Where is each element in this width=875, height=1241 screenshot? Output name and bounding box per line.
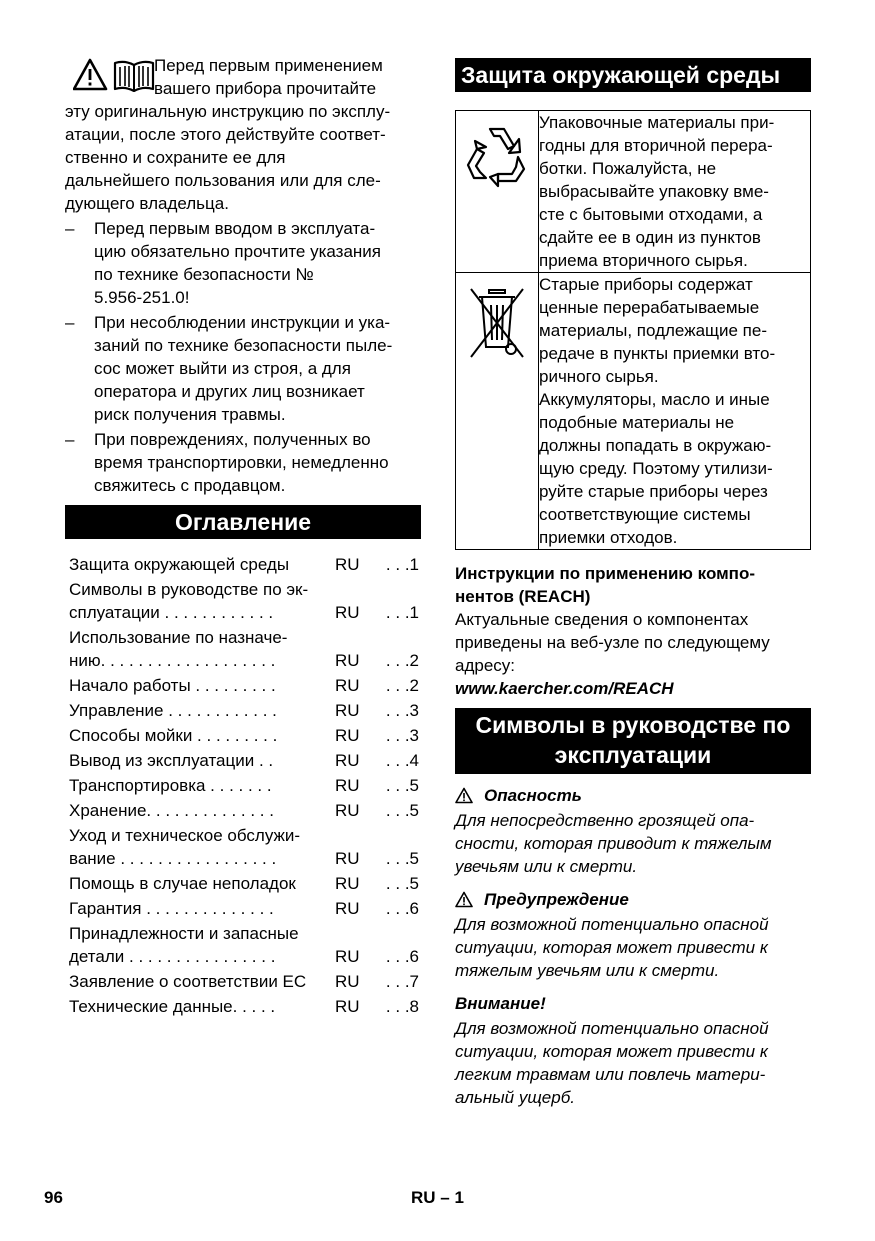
bullet-text: При повреждениях, полученных во время транспортировки, немедленно свяжитесь с продавцом. (94, 430, 389, 495)
warning-read-manual-icon (73, 58, 155, 92)
env-row-text: Упаковочные материалы при- годны для вторичной перера- ботки. Пожалуйста, не выбрасывайте упаковку вме- сте с бытовыми отходами, а сдайте ее в один из пунктов приема вторичного сырья. (539, 111, 811, 273)
right-column (455, 58, 811, 1109)
toc-heading: Оглавление (65, 505, 421, 539)
icon-cell (456, 273, 539, 550)
toc-entry[interactable]: Гарантия . . . . . . . . . . . . . . RU . . .6 (69, 899, 419, 918)
symbols-heading: Символы в руководстве по эксплуатации (455, 708, 811, 774)
toc-entry[interactable]: Символы в руководстве по эк- сплуатации . . . . . . . . . . . . RU . . .1 (69, 580, 419, 622)
warning-heading: Предупреждение (455, 888, 811, 911)
intro-paragraph: эту оригинальную инструкцию по эксплу- атации, после этого действуйте соответ- ственно и сохраните ее для дальнейшего пользования или для сле- дующего владельца. (65, 102, 391, 213)
toc-entry[interactable]: Уход и техническое обслужи- вание . . . . . . . . . . . . . . . . . RU . . .5 (69, 826, 419, 868)
toc-entry[interactable]: Вывод из эксплуатации . . RU . . .4 (69, 751, 419, 770)
left-column (65, 54, 421, 1020)
caution-heading: Внимание! (455, 994, 546, 1013)
toc-entry[interactable]: Транспортировка . . . . . . . RU . . .5 (69, 776, 419, 795)
crossed-bin-icon (467, 285, 527, 363)
toc-entry[interactable]: Использование по назначе- нию. . . . . . . . . . . . . . . . . . . RU . . .2 (69, 628, 419, 670)
toc-entry[interactable]: Управление . . . . . . . . . . . . RU . . .3 (69, 701, 419, 720)
bullet-text: При несоблюдении инструкции и ука- заний по технике безопасности пыле- сос может выйти из строя, а для оператора и других лиц возникает риск получения травмы. (94, 313, 393, 424)
warning-text: Для возможной потенциально опасной ситуации, которая может привести к тяжелым увечьям или к смерти. (455, 915, 769, 980)
toc-entry[interactable]: Способы мойки . . . . . . . . . RU . . .3 (69, 726, 419, 745)
danger-text: Для непосредственно грозящей опа- сности, которая приводит к тяжелым увечьям или к смерти. (455, 811, 772, 876)
toc-entry[interactable]: Заявление о соответствии ЕС RU . . .7 (69, 972, 419, 991)
bullet-item: – При повреждениях, полученных во время транспортировки, немедленно свяжитесь с продавцом. (65, 430, 389, 495)
intro-line-1: Перед первым применением (154, 56, 383, 75)
warning-triangle-icon (455, 891, 473, 908)
warning-triangle-icon (455, 787, 473, 804)
icon-cell (456, 111, 539, 273)
bullet-item: – При несоблюдении инструкции и ука- заний по технике безопасности пыле- сос может выйти из строя, а для оператора и других лиц возникает риск получения травмы. (65, 313, 393, 424)
reach-heading: Инструкции по применению компо- нентов (REACH) (455, 564, 755, 606)
page-number: 96 (44, 1188, 63, 1207)
toc-entry[interactable]: Хранение. . . . . . . . . . . . . . RU . . .5 (69, 801, 419, 820)
bullet-item: – Перед первым вводом в эксплуата- цию обязательно прочтите указания по технике безопасности № 5.956-251.0! (65, 219, 381, 307)
toc-entry[interactable]: Помощь в случае неполадок RU . . .5 (69, 874, 419, 893)
danger-heading: Опасность (455, 784, 811, 807)
intro-line-2: вашего прибора прочитайте (154, 79, 377, 98)
bullet-text: Перед первым вводом в эксплуата- цию обязательно прочтите указания по технике безопасности № 5.956-251.0! (94, 219, 381, 307)
table-of-contents (69, 553, 419, 1018)
toc-entry[interactable]: Технические данные. . . . . RU . . .8 (69, 997, 419, 1016)
reach-link[interactable]: www.kaercher.com/REACH (455, 679, 674, 698)
toc-entry[interactable]: Начало работы . . . . . . . . . RU . . .2 (69, 676, 419, 695)
reach-text: Актуальные сведения о компонентах приведены на веб-узле по следующему адресу: (455, 610, 770, 675)
table-row (456, 273, 811, 550)
table-row (456, 111, 811, 273)
recycle-icon (462, 119, 532, 189)
env-row-text: Старые приборы содержат ценные перерабатываемые материалы, подлежащие пе- редаче в пункты приемки вто- ричного сырья. Аккумуляторы, масло и иные подобные материалы не должны попадать в окружаю- щую среду. Поэтому утилизи- руйте старые приборы через соответствующие системы приемки отходов. (539, 273, 811, 550)
page-label: RU – 1 (411, 1188, 464, 1207)
environment-table (455, 110, 811, 550)
toc-entry[interactable]: Принадлежности и запасные детали . . . . . . . . . . . . . . . . RU . . .6 (69, 924, 419, 966)
caution-text: Для возможной потенциально опасной ситуации, которая может привести к легким травмам или повлечь матери- альный ущерб. (455, 1019, 769, 1107)
environment-heading: Защита окружающей среды (455, 58, 811, 92)
intro-header (65, 54, 421, 100)
toc-entry[interactable]: Защита окружающей среды RU . . .1 (69, 555, 419, 574)
